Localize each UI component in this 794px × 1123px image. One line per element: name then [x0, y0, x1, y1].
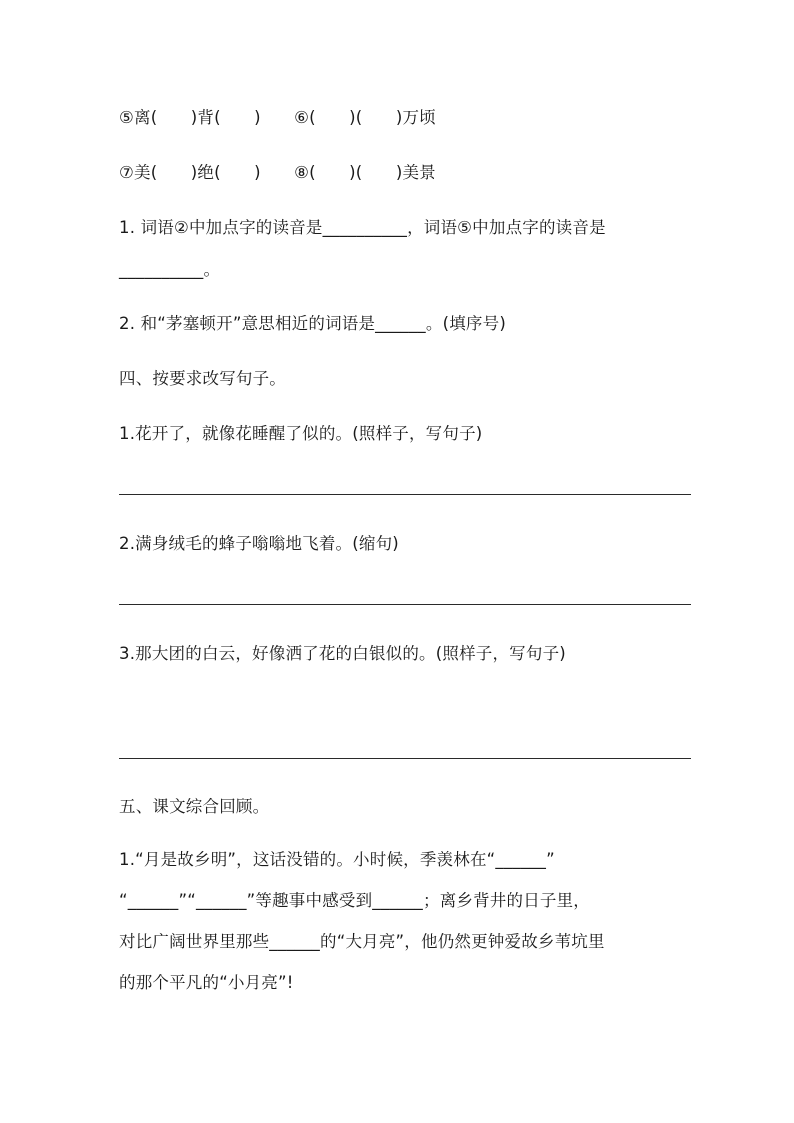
question-1-pronunciation-cont: __________。	[119, 260, 221, 279]
question-1-pronunciation: 1. 词语②中加点字的读音是__________，词语⑤中加点字的读音是	[119, 218, 606, 237]
answer-line-2[interactable]	[119, 604, 691, 605]
rewrite-question-3: 3.那大团的白云，好像洒了花的白银似的。(照样子，写句子)	[119, 644, 566, 663]
section-5-heading: 五、课文综合回顾。	[119, 797, 270, 816]
rewrite-question-2: 2.满身绒毛的蜂子嗡嗡地飞着。(缩句)	[119, 534, 399, 553]
question-2-synonym: 2. 和“茅塞顿开”意思相近的词语是______。(填序号)	[119, 314, 506, 333]
word-options-7-8: ⑦美( )绝( ) ⑧( )( )美景	[119, 163, 436, 182]
review-question-1-line-4: 的那个平凡的“小月亮”!	[119, 973, 294, 992]
answer-line-1[interactable]	[119, 494, 691, 495]
review-question-1-line-2: “______”“______”等趣事中感受到______；离乡背井的日子里，	[119, 891, 590, 910]
section-4-heading: 四、按要求改写句子。	[119, 369, 286, 388]
word-options-5-6: ⑤离( )背( ) ⑥( )( )万顷	[119, 108, 436, 127]
review-question-1-line-3: 对比广阔世界里那些______的“大月亮”，他仍然更钟爱故乡苇坑里	[119, 932, 605, 951]
rewrite-question-1: 1.花开了，就像花睡醒了似的。(照样子，写句子)	[119, 424, 483, 443]
review-question-1-line-1: 1.“月是故乡明”，这话没错的。小时候，季羡林在“______”	[119, 850, 555, 869]
answer-line-3[interactable]	[119, 758, 691, 759]
